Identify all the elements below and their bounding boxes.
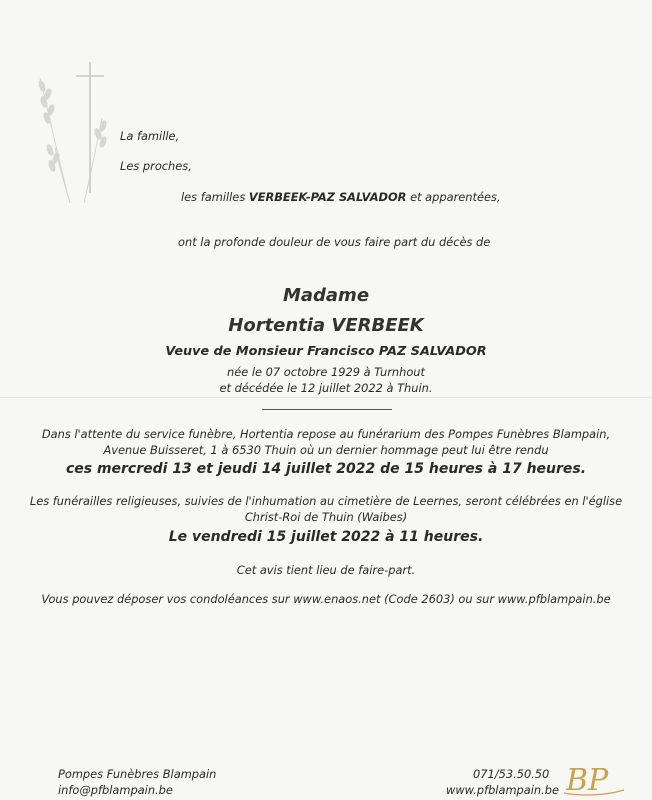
- families-prefix: les familles: [181, 190, 249, 204]
- deceased-widow-of: Veuve de Monsieur Francisco PAZ SALVADOR: [165, 344, 487, 359]
- intro-family: La famille,: [120, 129, 180, 143]
- funeral-date: Le vendredi 15 juillet 2022 à 11 heures.: [168, 529, 484, 545]
- deceased-died: et décédée le 12 juillet 2022 à Thuin.: [219, 381, 433, 395]
- separator-line: [262, 409, 392, 410]
- deceased-born: née le 07 octobre 1929 à Turnhout: [227, 365, 425, 379]
- footer-company: Pompes Funèbres Blampain: [58, 767, 217, 781]
- families-suffix: et apparentées,: [406, 190, 501, 204]
- visitation-line2: Avenue Buisseret, 1 à 6530 Thuin où un dernier hommage peut lui être rendu: [103, 443, 549, 457]
- deceased-name: Hortentia VERBEEK: [228, 315, 424, 336]
- funeral-line2: Christ-Roi de Thuin (Waibes): [244, 510, 408, 524]
- logo-letters: BP: [566, 763, 609, 798]
- footer-email: info@pfblampain.be: [58, 783, 173, 797]
- cross-wheat-icon: [30, 58, 130, 208]
- intro-relatives: Les proches,: [120, 159, 192, 173]
- footer-phone: 071/53.50.50: [473, 767, 550, 781]
- intro-families: [181, 190, 501, 204]
- paper-fold: [0, 397, 652, 398]
- condolences-text: Vous pouvez déposer vos condoléances sur www.enaos.net (Code 2603) ou sur www.pfblampain.be: [41, 592, 611, 606]
- visitation-line1: Dans l'attente du service funèbre, Hortentia repose au funérarium des Pompes Funèbres Blampain,: [41, 427, 611, 441]
- families-name: VERBEEK-PAZ SALVADOR: [248, 190, 407, 204]
- blampain-logo: [560, 760, 628, 798]
- intro-announcement: ont la profonde douleur de vous faire part du décès de: [178, 235, 491, 249]
- notice-text: Cet avis tient lieu de faire-part.: [236, 563, 416, 577]
- deceased-title: Madame: [282, 285, 370, 306]
- footer-website: www.pfblampain.be: [446, 783, 560, 797]
- funeral-line1: Les funérailles religieuses, suivies de l'inhumation au cimetière de Leernes, seront célébrées en l'église: [29, 494, 623, 508]
- visitation-dates: ces mercredi 13 et jeudi 14 juillet 2022 de 15 heures à 17 heures.: [65, 461, 587, 477]
